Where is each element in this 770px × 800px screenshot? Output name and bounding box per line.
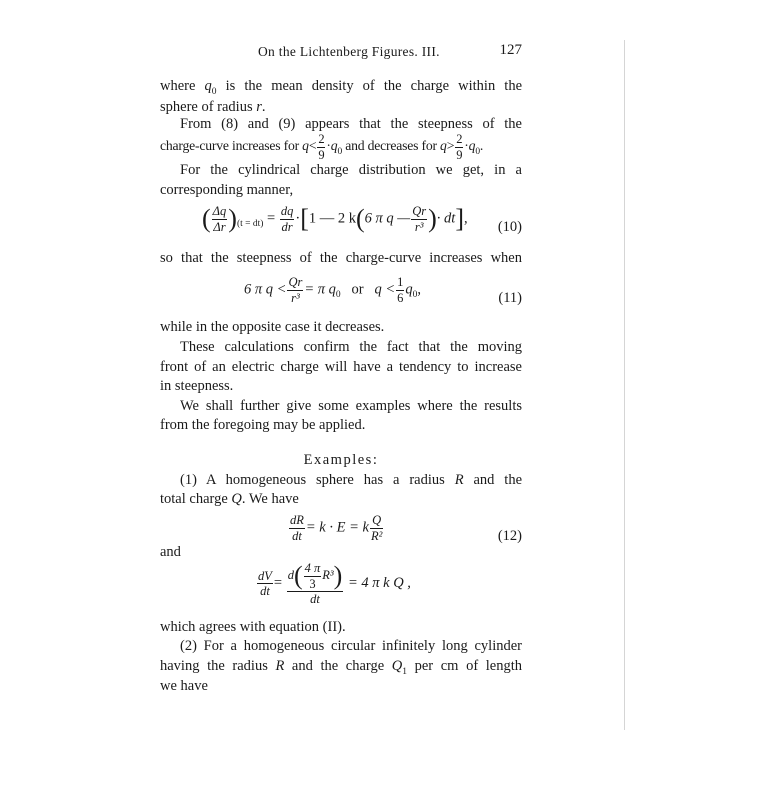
equation-13-expression: $\frac{dV}{dt}$ = d( $\frac{4 \pi}{3}$ R³) dt = 4 π k Q , [258, 561, 411, 606]
para1-line1: where $q_0$ is the mean density of the charge within the [160, 78, 522, 97]
examples-heading: Examples: [303, 452, 379, 468]
example1-line1: (1) A homogeneous sphere has a radius R and the [180, 472, 522, 488]
equation-number: (11) [498, 290, 522, 306]
equation-11 [160, 276, 522, 316]
equation-number: (12) [497, 528, 522, 544]
equation-10 [160, 205, 522, 245]
para1-line2: sphere of radius r. [160, 99, 266, 115]
para2-line1: From (8) and (9) appears that the steepness of the [180, 116, 522, 132]
para7-line2: from the foregoing may be applied. [160, 417, 366, 433]
fraction-2-9: $\frac{2}{9}$ [318, 132, 325, 162]
para6-line3: in steepness. [160, 378, 234, 394]
para4-line1: so that the steepness of the charge-curve increases when [160, 250, 522, 266]
example1-line2: total charge Q. We have [160, 491, 299, 507]
scan-margin-line [624, 40, 625, 730]
example2-line3: we have [160, 678, 208, 694]
equation-number: (10) [497, 219, 522, 235]
para3-line2: corresponding manner, [160, 182, 294, 198]
equation-12-expression: $\frac{dR}{dt}$ = k · E = k $\frac{Q}{\text{R²}}$ [290, 513, 383, 543]
para7-line1: We shall further give some examples where the results [180, 398, 522, 414]
para2-line2: charge-curve increases for q< $\frac{2}{9}$ $\cdot q_0$ and decreases for q> $\frac{2}{9}$ $\cdot q_0$. [160, 132, 484, 162]
equation-10-expression: ( $\frac{\Delta q}{\Delta r}$ )$_{(t = dt)}$ = $\frac{dq}{dr}$ ·[1 — 2 k(6 π q — $\frac{Qr}{\text{r³}}$ )· dt], [202, 204, 468, 234]
page-number: 127 [499, 42, 522, 58]
para3-line1: For the cylindrical charge distribution we get, in a [180, 162, 522, 178]
para6-line2: front of an electric charge will have a tendency to increase [160, 359, 522, 375]
equation-13 [160, 558, 522, 610]
para8-line1: which agrees with equation (II). [160, 619, 346, 635]
and-word: and [160, 544, 181, 560]
para6-line1: These calculations confirm the fact that the moving [180, 339, 522, 355]
page-header [160, 44, 522, 64]
equation-11-expression: 6 π q < $\frac{Qr}{\text{r³}}$ = π $q_0$ or q < $\frac{1}{6}$ $q_0$, [244, 275, 422, 305]
para5-line1: while in the opposite case it decreases. [160, 319, 385, 335]
example2-line1: (2) For a homogeneous circular infinitely long cylinder [180, 638, 522, 654]
example2-line2: having the radius R and the charge $Q_1$ per cm of length [160, 658, 522, 677]
running-head: On the Lichtenberg Figures. III. [258, 44, 440, 59]
fraction-2-9: $\frac{2}{9}$ [456, 132, 463, 162]
